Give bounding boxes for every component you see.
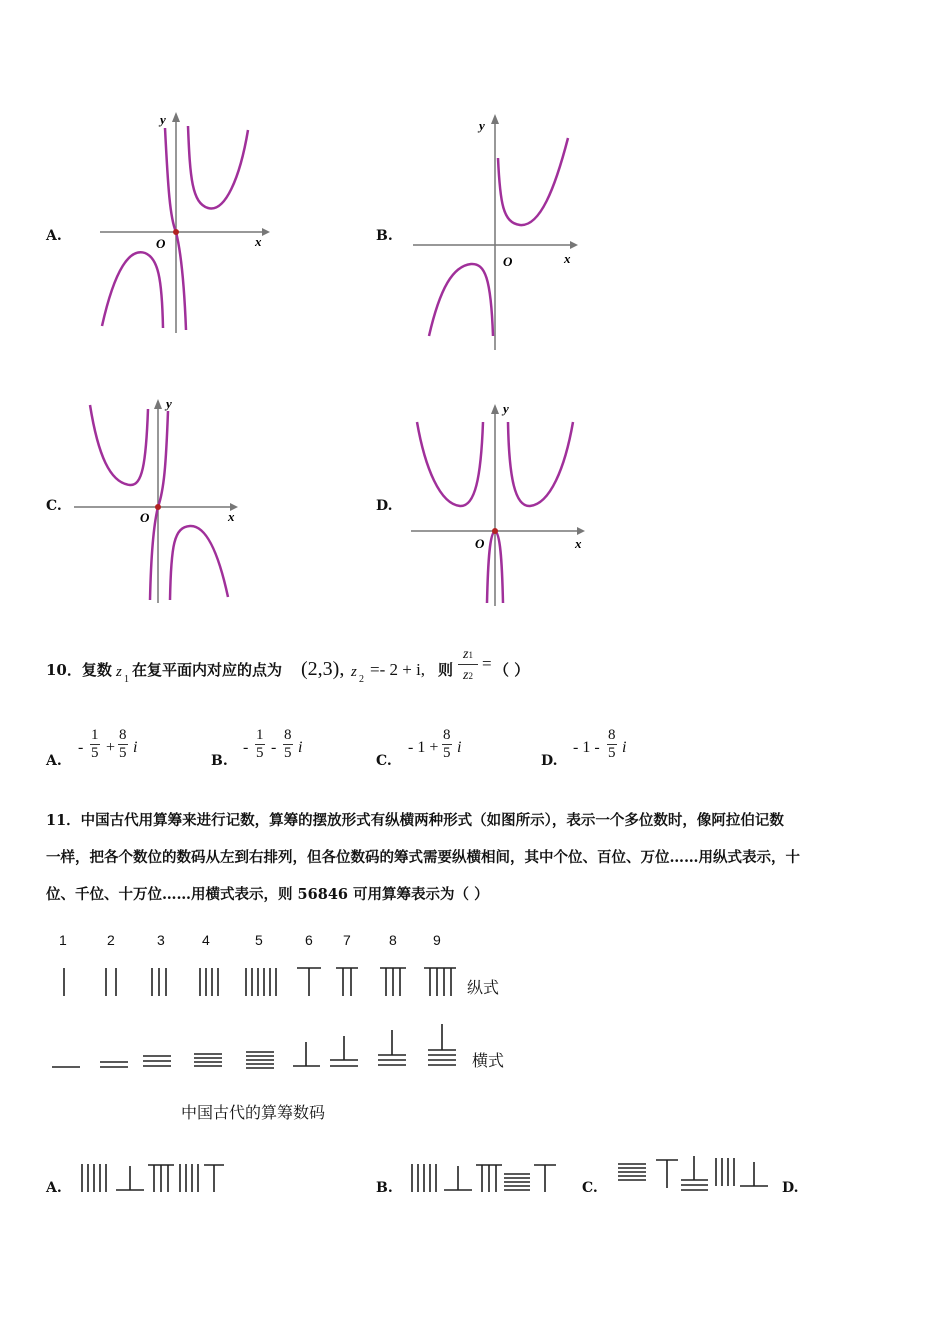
q11-line-2: 一样，把各个数位的数码从左到右排列，但各位数码的筹式需要纵横相间，其中个位、百位、万位……用纵式表示，十 xyxy=(46,849,800,866)
option-label: A. xyxy=(46,228,62,244)
y-label: y xyxy=(166,396,172,411)
origin-point xyxy=(173,229,179,235)
curve-right xyxy=(170,526,228,600)
origin-point xyxy=(155,504,161,510)
prefix: - 1 + xyxy=(408,739,439,756)
curve-left xyxy=(417,422,483,506)
q10-option-a[interactable] xyxy=(46,727,206,775)
curve-right xyxy=(188,126,248,208)
rods-answer-c xyxy=(614,1152,774,1196)
curve-right xyxy=(508,422,573,506)
q11-stem xyxy=(46,802,916,913)
q10-point: (2,3), xyxy=(301,658,345,680)
option-label: B. xyxy=(376,1180,393,1196)
horizontal-form-label: 横式 xyxy=(472,1051,505,1070)
z1-sub: 1 xyxy=(124,674,129,685)
digit-label: 3 xyxy=(157,932,165,948)
x-axis-arrow xyxy=(570,241,578,249)
imag-unit: i xyxy=(457,739,462,756)
y-axis-arrow xyxy=(172,112,180,122)
x-label: x xyxy=(564,251,571,266)
q11-line-3: 位、千位、十万位……用横式表示，则 56846 可用算筹表示为（ ） xyxy=(46,886,489,903)
q10-option-d[interactable] xyxy=(541,727,701,775)
graph-a xyxy=(90,108,280,338)
z1: z xyxy=(116,664,122,680)
origin-point xyxy=(492,528,498,534)
sign: - xyxy=(78,739,84,756)
option-label: A. xyxy=(46,753,62,769)
x-axis-arrow xyxy=(577,527,585,535)
z2: z xyxy=(351,664,357,680)
y-label: y xyxy=(479,118,485,133)
rods-answer-a xyxy=(78,1160,228,1196)
graph-b xyxy=(405,108,595,353)
curve-left xyxy=(90,405,148,485)
option-label: A. xyxy=(46,1180,62,1196)
q10-number: 10．复数 xyxy=(46,661,112,679)
q10-option-b[interactable] xyxy=(211,727,371,775)
digit-label: 8 xyxy=(389,932,397,948)
q10-fraction xyxy=(458,646,478,687)
frac-num: z1 xyxy=(458,646,478,665)
graph-d xyxy=(405,398,595,610)
vertical-form-label: 纵式 xyxy=(467,978,500,997)
fraction-1: $\frac{1}{5}$ xyxy=(256,727,264,761)
digit-label: 7 xyxy=(343,932,351,948)
counting-rods-figure xyxy=(40,960,480,1072)
curve-right xyxy=(498,138,568,225)
prefix: - 1 - xyxy=(573,739,600,756)
digit-label: 5 xyxy=(255,932,263,948)
vertical-rods xyxy=(64,968,456,996)
q10-equals: = xyxy=(482,654,492,673)
option-label: D. xyxy=(782,1180,799,1196)
q10-text: 在复平面内对应的点为 xyxy=(132,661,283,679)
z2-sub: 2 xyxy=(359,674,364,685)
operator: - xyxy=(271,739,277,756)
option-label: C. xyxy=(376,753,392,769)
y-axis-arrow xyxy=(154,399,162,409)
origin-label: O xyxy=(140,510,150,525)
digit-label: 6 xyxy=(305,932,313,948)
operator: + xyxy=(106,739,116,756)
fraction-1: $\frac{1}{5}$ xyxy=(91,727,99,761)
fraction: $\frac{8}{5}$ xyxy=(443,727,451,761)
imag-unit: i xyxy=(622,739,627,756)
frac-den: z2 xyxy=(463,668,473,683)
y-label: y xyxy=(160,112,166,127)
origin-label: O xyxy=(156,236,166,251)
option-label: C. xyxy=(582,1180,598,1196)
digit-row xyxy=(0,932,600,952)
curve-left xyxy=(102,252,163,328)
horizontal-rods xyxy=(52,1024,456,1068)
origin-label: O xyxy=(503,254,513,269)
x-label: x xyxy=(228,509,235,524)
digit-label: 2 xyxy=(107,932,115,948)
rods-answer-b xyxy=(408,1160,563,1196)
curve-left xyxy=(429,264,493,336)
q11-line-1: 11．中国古代用算筹来进行记数，算筹的摆放形式有纵横两种形式（如图所示），表示一个多位数时，像阿拉伯记数 xyxy=(46,812,784,829)
graph-c xyxy=(70,395,255,607)
option-label: C. xyxy=(46,498,62,514)
digit-label: 4 xyxy=(202,932,210,948)
sign: - xyxy=(243,739,249,756)
option-label: B. xyxy=(211,753,228,769)
fraction-2: $\frac{8}{5}$ xyxy=(284,727,292,761)
fraction-2: $\frac{8}{5}$ xyxy=(119,727,127,761)
figure-caption: 中国古代的算筹数码 xyxy=(181,1103,326,1122)
q10-then: 则 xyxy=(438,661,454,679)
imag-unit: i xyxy=(133,739,138,756)
option-label: D. xyxy=(376,498,393,514)
y-axis-arrow xyxy=(491,114,499,124)
x-label: x xyxy=(575,536,582,551)
y-axis-arrow xyxy=(491,404,499,414)
y-label: y xyxy=(503,401,509,416)
x-axis-arrow xyxy=(262,228,270,236)
option-label: B. xyxy=(376,228,393,244)
option-label: D. xyxy=(541,753,558,769)
q10-paren: （ ） xyxy=(494,661,530,679)
z2-value: =- 2 + i, xyxy=(370,660,426,679)
imag-unit: i xyxy=(298,739,303,756)
origin-label: O xyxy=(475,536,485,551)
q10-stem xyxy=(46,646,926,696)
fraction: $\frac{8}{5}$ xyxy=(608,727,616,761)
q10-option-c[interactable] xyxy=(376,727,536,775)
digit-label: 9 xyxy=(433,932,441,948)
x-label: x xyxy=(255,234,262,249)
digit-label: 1 xyxy=(59,932,67,948)
